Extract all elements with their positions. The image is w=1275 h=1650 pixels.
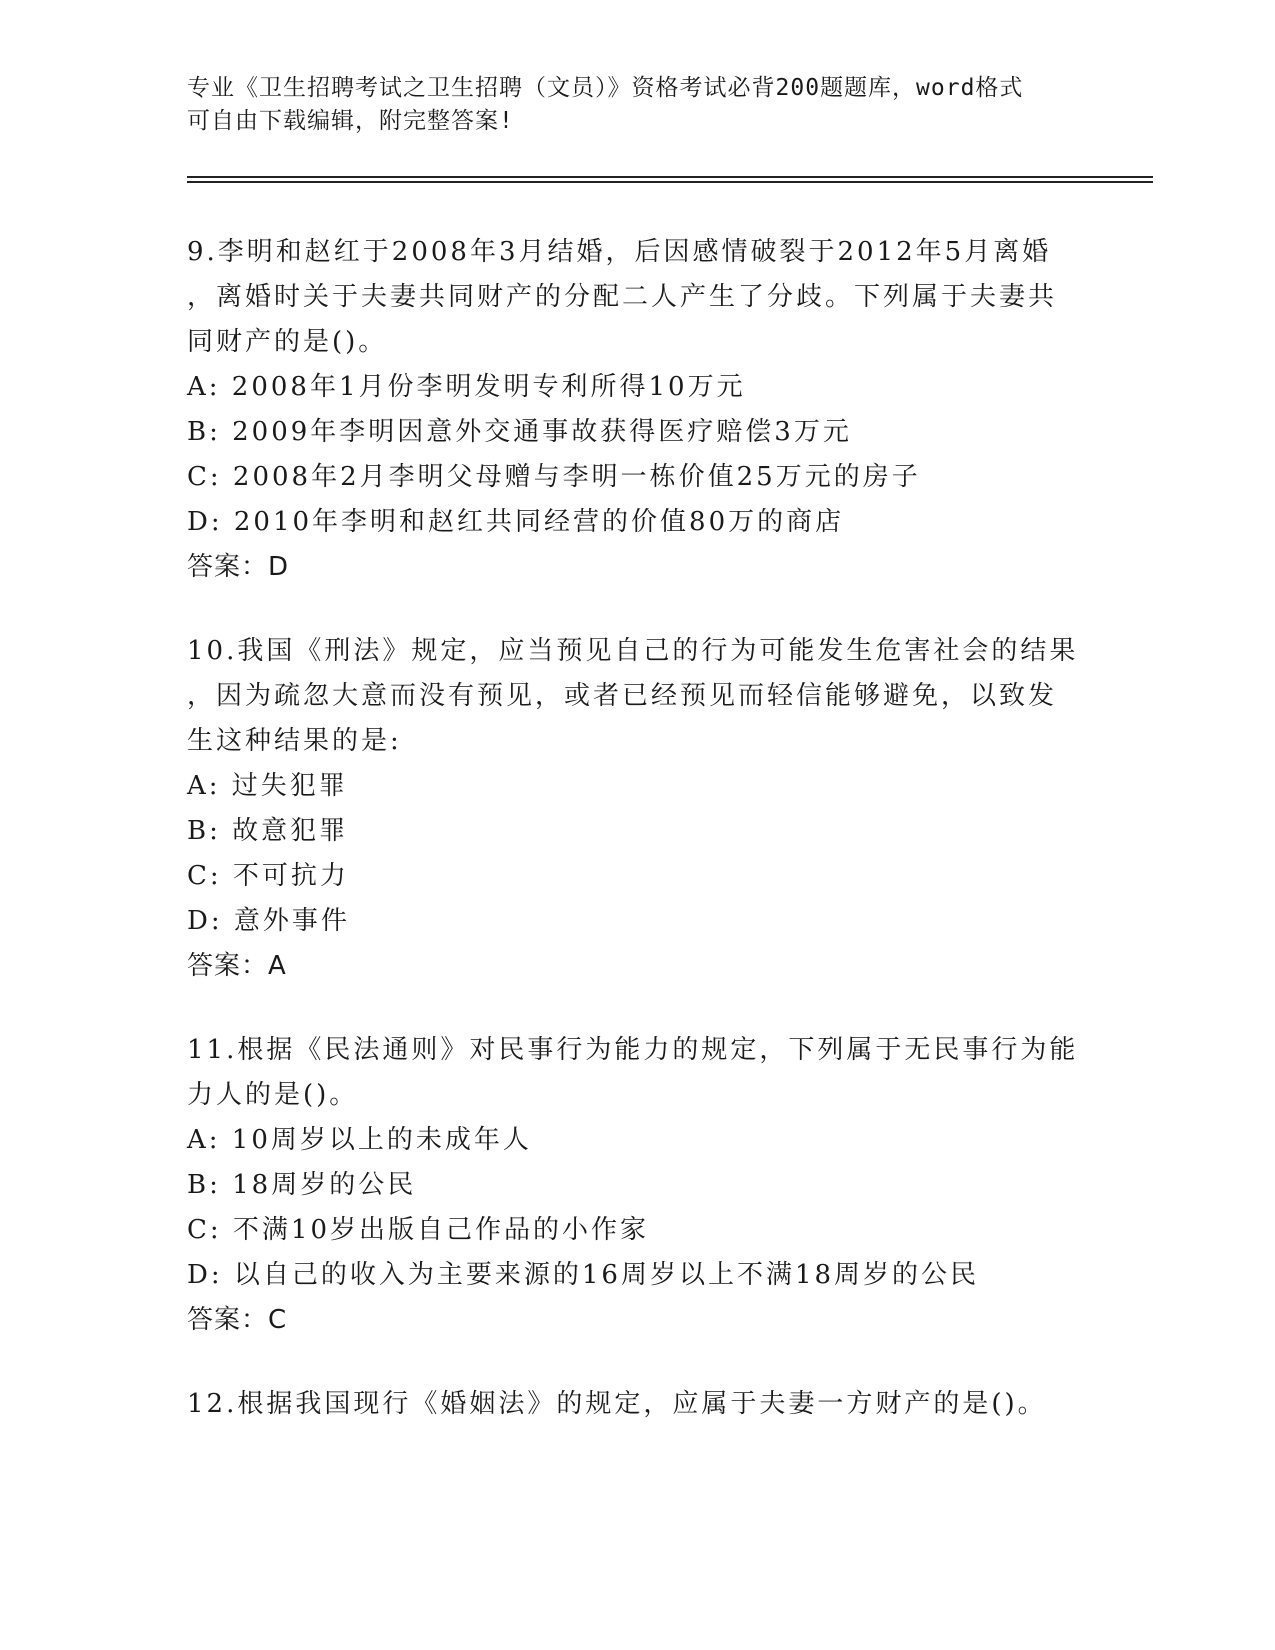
question-list bbox=[187, 230, 1147, 1466]
answer: 答案：C bbox=[187, 1305, 288, 1335]
stem-line: 10.我国《刑法》规定，应当预见自己的行为可能发生危害社会的结果 bbox=[187, 636, 1079, 666]
question-stem bbox=[187, 629, 1147, 764]
answer: 答案：A bbox=[187, 951, 287, 981]
header-line-2: 可自由下载编辑，附完整答案! bbox=[187, 108, 514, 134]
option-d: D: 以自己的收入为主要来源的16周岁以上不满18周岁的公民 bbox=[187, 1260, 980, 1290]
option-d: D: 意外事件 bbox=[187, 906, 350, 936]
question-12 bbox=[187, 1382, 1147, 1427]
header-line-1: 专业《卫生招聘考试之卫生招聘（文员）》资格考试必背200题题库，word格式 bbox=[187, 75, 1024, 101]
stem-line: 同财产的是()。 bbox=[187, 327, 388, 357]
stem-line: ，离婚时关于夫妻共同财产的分配二人产生了分歧。下列属于夫妻共 bbox=[187, 282, 1058, 312]
option-a: A: 2008年1月份李明发明专利所得10万元 bbox=[187, 372, 746, 402]
question-stem bbox=[187, 1382, 1147, 1427]
option-b: B: 2009年李明因意外交通事故获得医疗赔偿3万元 bbox=[187, 417, 852, 447]
document-header bbox=[187, 72, 1087, 138]
option-c: C: 不满10岁出版自己作品的小作家 bbox=[187, 1215, 650, 1245]
option-b: B: 18周岁的公民 bbox=[187, 1170, 417, 1200]
header-divider-bottom bbox=[187, 181, 1153, 183]
option-b: B: 故意犯罪 bbox=[187, 816, 349, 846]
stem-line: ，因为疏忽大意而没有预见，或者已经预见而轻信能够避免，以致发 bbox=[187, 681, 1058, 711]
question-11 bbox=[187, 1028, 1147, 1343]
stem-line: 生这种结果的是: bbox=[187, 726, 402, 756]
option-a: A: 10周岁以上的未成年人 bbox=[187, 1125, 532, 1155]
stem-line: 12.根据我国现行《婚姻法》的规定，应属于夫妻一方财产的是()。 bbox=[187, 1389, 1047, 1419]
option-a: A: 过失犯罪 bbox=[187, 771, 348, 801]
header-divider-top bbox=[187, 176, 1153, 178]
stem-line: 力人的是()。 bbox=[187, 1080, 359, 1110]
option-d: D: 2010年李明和赵红共同经营的价值80万的商店 bbox=[187, 507, 845, 537]
question-10 bbox=[187, 629, 1147, 989]
question-9 bbox=[187, 230, 1147, 590]
option-c: C: 不可抗力 bbox=[187, 861, 349, 891]
stem-line: 11.根据《民法通则》对民事行为能力的规定，下列属于无民事行为能 bbox=[187, 1035, 1079, 1065]
stem-line: 9.李明和赵红于2008年3月结婚，后因感情破裂于2012年5月离婚 bbox=[187, 237, 1052, 267]
answer: 答案：D bbox=[187, 552, 290, 582]
question-stem bbox=[187, 230, 1147, 365]
question-stem bbox=[187, 1028, 1147, 1118]
option-c: C: 2008年2月李明父母赠与李明一栋价值25万元的房子 bbox=[187, 462, 921, 492]
